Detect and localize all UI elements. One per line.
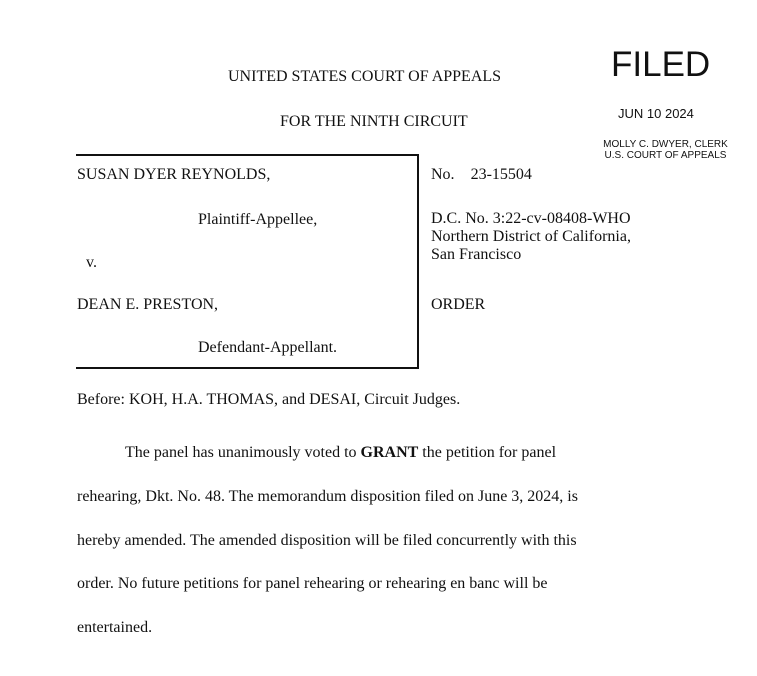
plaintiff-role: Plaintiff-Appellee,	[198, 211, 318, 228]
clerk-name: MOLLY C. DWYER, CLERK	[603, 139, 728, 150]
defendant-name: DEAN E. PRESTON,	[77, 296, 219, 313]
panel-judges: Before: KOH, H.A. THOMAS, and DESAI, Circuit Judges.	[77, 391, 461, 408]
district: Northern District of California,	[431, 228, 631, 245]
order-text	[77, 431, 677, 650]
grant-emphasis: GRANT	[360, 444, 419, 461]
order-text-segment: the petition for panel	[418, 444, 557, 461]
district-city: San Francisco	[431, 246, 522, 263]
case-number-label: No.	[431, 166, 455, 183]
filed-stamp: FILED	[611, 45, 711, 84]
filed-date: JUN 10 2024	[618, 106, 694, 121]
document-type: ORDER	[431, 296, 486, 313]
versus: v.	[86, 254, 97, 271]
case-number	[431, 166, 532, 184]
order-line: hereby amended. The amended disposition will be filed concurrently with this	[77, 531, 577, 549]
order-line: entertained.	[77, 619, 153, 637]
circuit-name: FOR THE NINTH CIRCUIT	[280, 113, 468, 130]
case-number-value: 23-15504	[470, 166, 532, 183]
plaintiff-name: SUSAN DYER REYNOLDS,	[77, 166, 271, 183]
caption-box	[76, 154, 419, 369]
order-text-segment: The panel has unanimously voted to	[125, 444, 361, 461]
defendant-role: Defendant-Appellant.	[198, 339, 338, 356]
order-line: order. No future petitions for panel rehearing or rehearing en banc will be	[77, 575, 548, 593]
order-line: rehearing, Dkt. No. 48. The memorandum disposition filed on June 3, 2024, is	[77, 487, 578, 505]
dc-number: D.C. No. 3:22-cv-08408-WHO	[431, 210, 631, 227]
clerk-office: U.S. COURT OF APPEALS	[604, 150, 727, 161]
court-name: UNITED STATES COURT OF APPEALS	[228, 68, 502, 85]
order-line	[77, 431, 677, 475]
